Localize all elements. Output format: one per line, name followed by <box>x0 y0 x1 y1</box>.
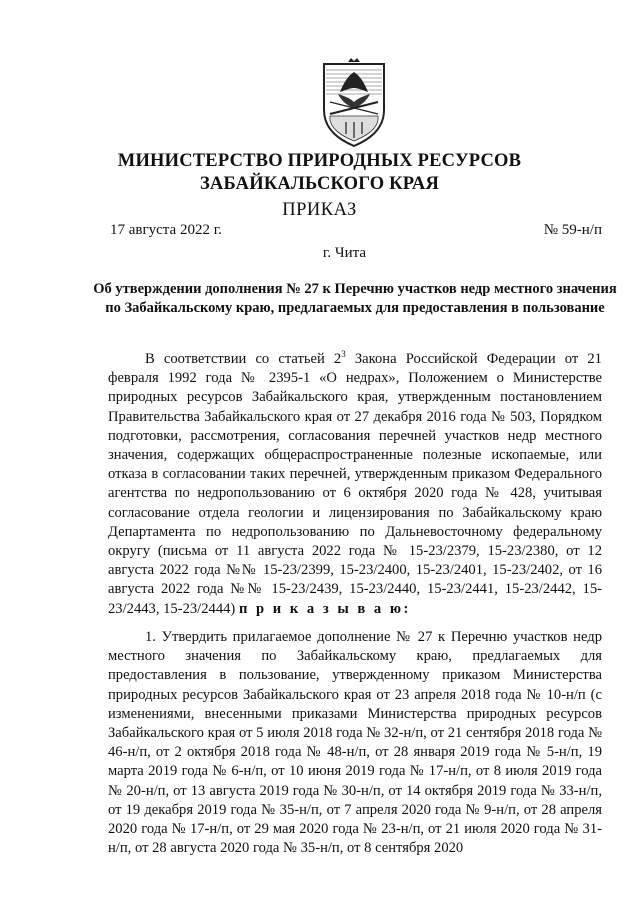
preamble-text-start: В соответствии со статьей 2 <box>145 351 342 367</box>
ministry-name <box>0 150 639 196</box>
article-superscript: 3 <box>341 349 346 360</box>
document-number: № 59-н/п <box>543 222 602 238</box>
document-heading: Об утверждении дополнения № 27 к Перечню участков недр местного значения по Забайкальскому краю, предлагаемых для предоставления в пользование <box>93 281 617 316</box>
preamble-paragraph <box>108 350 602 619</box>
preamble-text-rest: Закона Российской Федерации от 21 февраля 1992 года № 2395-1 «О недрах», Положением о Министерстве природных ресурсов Забайкальского края, утвержденным постановлением Правительства Забайкальского края от 27 декабря 2016 года № 503, Порядком подготовки, рассмотрения, согласования перечней участков недр местного значения, содержащих общераспространенные полезные ископаемые, или отказа в согласовании таких перечней, утвержденным приказом Федерального агентства по недропользованию от 6 октября 2020 года № 428, учитывая согласование отдела геологии и лицензирования по Забайкальскому краю Департамента по недропользованию по Дальневосточному федеральному округу (письма от 11 августа 2022 года № 15-23/2379, 15-23/2380, от 12 августа 2022 года №№ 15-23/2399, 15-23/2400, 15-23/2401, 15-23/2402, от 16 августа 2022 года №№ 15-23/2439, 15-23/2440, 15-23/2441, 15-23/2442, 15-23/2443, 15-23/2444) <box>108 351 602 617</box>
document-date: 17 августа 2022 г. <box>110 222 222 238</box>
document-type: ПРИКАЗ <box>282 200 357 220</box>
ministry-name-line1: МИНИСТЕРСТВО ПРИРОДНЫХ РЕСУРСОВ <box>117 151 522 171</box>
document-city: г. Чита <box>322 245 367 261</box>
ministry-name-line2: ЗАБАЙКАЛЬСКОГО КРАЯ <box>199 174 440 194</box>
coat-of-arms-icon <box>318 58 390 148</box>
order-word: п р и к а з ы в а ю: <box>238 600 411 617</box>
clause-1-paragraph: 1. Утвердить прилагаемое дополнение № 27 к Перечню участков недр местного значения по Забайкальскому краю, предлагаемых для предоставления в пользование, утвержденному приказом Министерства природных ресурсов Забайкальского края от 23 апреля 2018 года № 10-н/п (с изменениями, внесенными приказами Министерства природных ресурсов Забайкальского края от 5 июля 2018 года № 32-н/п, от 21 сентября 2018 года № 46-н/п, от 2 октября 2018 года № 48-н/п, от 28 января 2019 года № 5-н/п, 19 марта 2019 года № 6-н/п, от 10 июня 2019 года № 17-н/п, от 8 июля 2019 года № 20-н/п, от 13 августа 2019 года № 30-н/п, от 14 октября 2019 года № 33-н/п, от 19 декабря 2019 года № 35-н/п, от 7 апреля 2020 года № 9-н/п, от 28 апреля 2020 года № 17-н/п, от 29 мая 2020 года № 23-н/п, от 21 июля 2020 года № 31-н/п, от 28 августа 2020 года № 35-н/п, от 8 сентября 2020 <box>108 629 602 857</box>
